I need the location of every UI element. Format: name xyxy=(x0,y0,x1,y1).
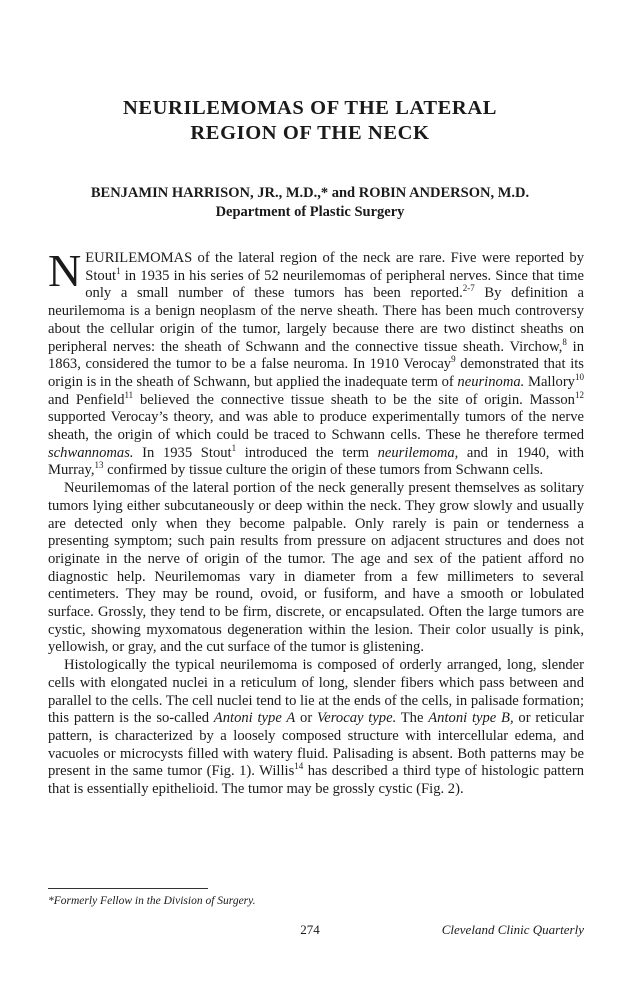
citation: 12 xyxy=(574,389,584,400)
citation: 9 xyxy=(451,354,456,365)
drop-cap: N xyxy=(48,245,82,296)
title-line-2: REGION OF THE NECK xyxy=(190,122,430,144)
citation: 8 xyxy=(562,336,567,347)
page-number: 274 xyxy=(300,922,320,937)
citation: 13 xyxy=(94,460,104,471)
citation: 11 xyxy=(124,389,134,400)
footnote: *Formerly Fellow in the Division of Surgery. xyxy=(48,895,256,907)
paragraph-3: Histologically the typical neurilemoma is composed of orderly arranged, long, slender cells with elongated nuclei in a reticulum of long, slender fibers which pass between and parallel to the cells. The cell nuclei tend to lie at the ends of the cells, in palisade formation; this pattern is the so-called Antoni type A or Verocay type. The Antoni type B, or reticular pattern, is characterized by a loosely composed structure with intercellular edema, and vacuoles or microcysts filled with watery fluid. Palisading is absent. Both patterns may be present in the same tumor (Fig. 1). Willis$^{14}$ has described a third type of histologic pattern that is essentially epithelioid. The tumor may be grossly cystic (Fig. 2). xyxy=(48,657,584,798)
title-line-1: NEURILEMOMAS OF THE LATERAL xyxy=(122,97,498,119)
department: Department of Plastic Surgery xyxy=(215,204,405,220)
paragraph-2: Neurilemomas of the lateral portion of the neck generally present themselves as solitary tumors lying either subcutaneously or deep within the neck. They grow slowly and usually are detected only when they become palpable. Only rarely is pain or tenderness a presenting symptom; such pain results from pressure on adjacent structures and does not originate in the nerve of origin of the tumor. The age and sex of the patient afford no diagnostic help. Neurilemomas vary in diameter from a few millimeters to several centimeters. They may be round, ovoid, or fusiform, and have a smooth or lobulated surface. Grossly, they tend to be firm, discrete, or encapsulated. Often the large tumors are cystic, showing myxomatous degeneration within the lesion. Their color usually is pink, yellowish, or gray, and the cut surface of the tumor is glistening. xyxy=(48,480,584,656)
article-title xyxy=(0,96,620,146)
citation: 14 xyxy=(294,761,304,772)
footnote-divider xyxy=(48,888,208,889)
author-block xyxy=(0,184,620,222)
citation: 1 xyxy=(231,442,237,453)
article-body xyxy=(48,245,584,799)
journal-name: Cleveland Clinic Quarterly xyxy=(441,922,584,937)
citation: 1 xyxy=(116,265,121,276)
citation: 2-7 xyxy=(462,283,475,294)
paragraph-1: NEURILEMOMAS of the lateral region of the neck are rare. Five were reported by Stout$^1$ in 1935 in his series of 52 neurilemomas of peripheral nerves. Since that time only a small number of these tumors has been reported.$^{2-7}$ By definition a neurilemoma is a benign neoplasm of the nerve sheath. There has been much controversy about the cellular origin of the tumor, largely because there are two distinct sheaths on peripheral nerves: the sheath of Schwann and the connective tissue sheath. Virchow,$^8$ in 1863, considered the tumor to be a false neuroma. In 1910 Verocay$^9$ demonstrated that its origin is in the sheath of Schwann, but applied the inadequate term of neurinoma. Mallory$^{10}$ and Penfield$^{11}$ believed the connective tissue sheath to be the site of origin. Masson$^{12}$ supported Verocay’s theory, and was able to produce experimentally tumors of the nerve sheath, the origin of which could be traced to Schwann cells. These he therefore termed schwannomas. In 1935 Stout$^1$ introduced the term neurilemoma, and in 1940, with Murray,$^{13}$ confirmed by tissue culture the origin of these tumors from Schwann cells. xyxy=(48,245,584,479)
citation: 10 xyxy=(574,372,584,383)
author-names: BENJAMIN HARRISON, JR., M.D.,* and ROBIN ANDERSON, M.D. xyxy=(90,185,530,201)
